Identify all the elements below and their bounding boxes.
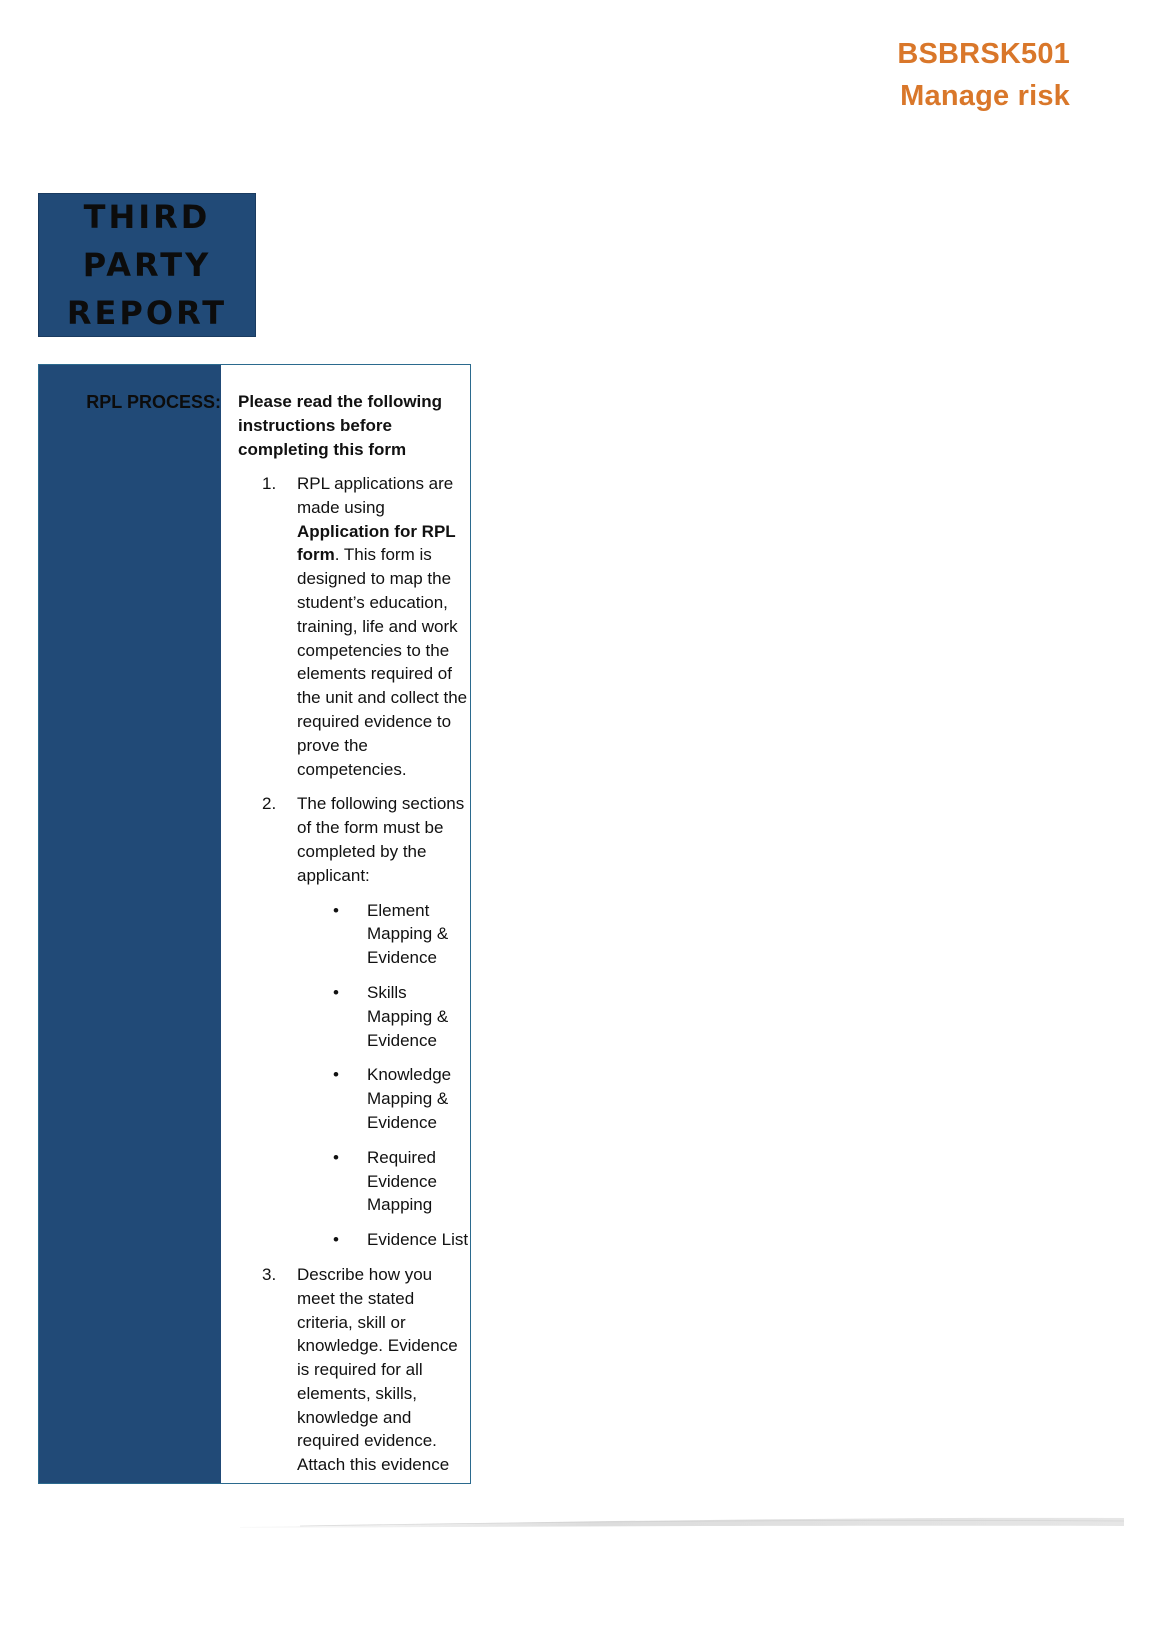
section-name: Skills Mapping & Evidence (367, 982, 449, 1050)
rpl-instructions-cell (221, 365, 470, 1483)
step-number: 2. (262, 794, 277, 814)
list-item (221, 1228, 470, 1252)
report-title-banner (38, 193, 256, 337)
list-item (221, 1146, 470, 1217)
list-item (221, 1063, 470, 1134)
list-item (221, 899, 470, 970)
rpl-process-label: RPL PROCESS: (86, 392, 221, 412)
unit-code: BSBRSK501 (897, 38, 1070, 70)
unit-title: Manage risk (900, 80, 1070, 112)
list-item (221, 472, 470, 781)
step-text: The following sections of the form must be completed by the applicant: (297, 794, 465, 885)
form-name: Application for RPL form (297, 521, 456, 565)
bullet-icon: • (333, 982, 339, 1002)
step-number: 1. (262, 474, 277, 493)
section-name: Required Evidence Mapping (367, 1147, 437, 1215)
footer-swoosh-decoration (240, 1515, 1124, 1529)
section-name: Evidence List (367, 1230, 469, 1250)
section-name: Element Mapping & Evidence (367, 900, 449, 968)
list-item (221, 792, 470, 1252)
list-item (221, 981, 470, 1052)
banner-line-3: REPORT (66, 294, 228, 332)
bullet-icon: • (333, 1065, 339, 1085)
rpl-label-cell (39, 365, 221, 1483)
bullet-icon: • (333, 900, 339, 920)
bullet-icon: • (333, 1230, 339, 1250)
sections-list (297, 899, 470, 1252)
banner-line-2: PARTY (82, 246, 212, 284)
banner-line-1: THIRD (83, 198, 211, 236)
bullet-icon: • (333, 1147, 339, 1167)
instructions-list (221, 472, 470, 1483)
instructions-intro: Please read the following instructions before completing this form (238, 392, 443, 459)
list-item (221, 1263, 470, 1477)
step-number: 3. (262, 1264, 277, 1284)
step-text: Describe how you meet the stated criteria, skill or knowledge. Evidence is required for all elements, skills, knowledge and required evidence. Attach this evidence (297, 1264, 458, 1475)
step-text: RPL applications are made using Application for RPL form. This form is designed to map the student’s education, training, life and work competencies to the elements required of the unit and collect the required evidence to prove the competencies. (297, 474, 468, 779)
rpl-process-table (38, 364, 471, 1484)
section-name: Knowledge Mapping & Evidence (367, 1065, 452, 1132)
